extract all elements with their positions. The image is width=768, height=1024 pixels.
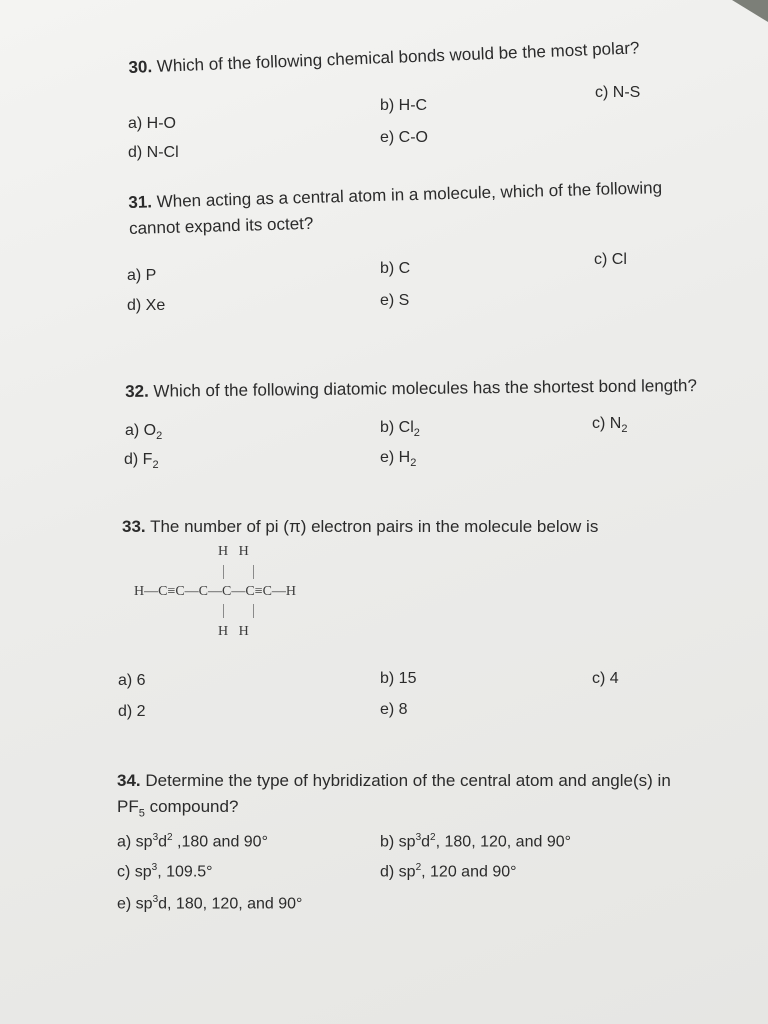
q34-option-c-end: , 109.5°	[157, 863, 213, 881]
q34-option-c-sup: 3	[151, 862, 158, 873]
q31-option-d[interactable]: d) Xe	[127, 297, 166, 314]
background-corner	[732, 0, 768, 22]
q34-option-a[interactable]	[117, 832, 268, 851]
q32-option-e-subscript: 2	[410, 457, 417, 470]
question-31-line1: When acting as a central atom in a molecule, which of the following	[156, 178, 663, 212]
question-30	[128, 35, 640, 81]
q30-option-b[interactable]: b) H-C	[380, 97, 428, 114]
q30-option-c[interactable]: c) N-S	[595, 84, 641, 101]
q32-option-a-subscript: 2	[156, 430, 163, 443]
structure-chain: H—C≡C—C—C—C≡C—H	[134, 584, 297, 599]
q34-option-b-text: b) sp	[380, 833, 416, 851]
q34-option-d-text: d) sp	[380, 863, 416, 881]
question-34-line2	[117, 797, 239, 820]
q34-option-e-sup: 3	[152, 894, 159, 905]
q32-option-c[interactable]	[592, 415, 627, 435]
bond-line-top-1	[223, 565, 224, 579]
structure-bottom-hydrogens: H H	[218, 624, 249, 639]
q34-option-b-mid: d	[421, 833, 431, 851]
q31-option-c[interactable]: c) Cl	[594, 251, 627, 268]
q34-option-b-sup2: 2	[430, 832, 436, 843]
q32-option-b-subscript: 2	[413, 427, 420, 440]
q34-option-d-sup: 2	[415, 862, 422, 873]
question-33-number: 33.	[122, 517, 146, 536]
q30-option-d[interactable]: d) N-Cl	[128, 144, 179, 161]
q32-option-a-text: a) O	[125, 422, 157, 439]
q32-option-e-text: e) H	[380, 449, 411, 466]
question-34-line2-text: PF	[117, 797, 139, 816]
q33-option-e[interactable]: e) 8	[380, 701, 408, 718]
q31-option-b[interactable]: b) C	[380, 260, 411, 277]
q34-option-a-end: ,180 and 90°	[172, 833, 268, 851]
question-34-subscript: 5	[138, 807, 145, 820]
question-34-line1: Determine the type of hybridization of the central atom and angle(s) in	[145, 771, 671, 790]
q33-option-d[interactable]: d) 2	[118, 703, 146, 720]
question-32-number: 32.	[125, 381, 149, 401]
question-33	[122, 514, 598, 540]
q34-option-c[interactable]	[117, 862, 213, 881]
q32-option-c-subscript: 2	[621, 423, 628, 436]
question-33-text: The number of pi (π) electron pairs in the molecule below is	[150, 517, 599, 536]
q33-option-c[interactable]: c) 4	[592, 670, 619, 687]
q34-option-b-sup1: 3	[415, 832, 422, 843]
question-34-number: 34.	[117, 771, 141, 790]
q34-option-b[interactable]	[380, 832, 571, 851]
q34-option-a-mid: d	[158, 833, 168, 851]
q30-option-a[interactable]: a) H-O	[128, 115, 176, 132]
question-31	[128, 175, 663, 242]
q32-option-d-subscript: 2	[152, 459, 159, 472]
q34-option-e-end: d, 180, 120, and 90°	[158, 895, 303, 913]
q34-option-b-end: , 180, 120, and 90°	[435, 833, 572, 851]
q34-option-d-end: , 120 and 90°	[421, 863, 517, 881]
question-30-text: Which of the following chemical bonds would be the most polar?	[156, 38, 640, 76]
question-31-line2: cannot expand its octet?	[128, 213, 314, 238]
q33-option-a[interactable]: a) 6	[118, 672, 146, 689]
q34-option-e-text: e) sp	[117, 895, 153, 913]
q34-option-c-text: c) sp	[117, 863, 152, 881]
question-31-number: 31.	[128, 192, 153, 212]
q32-option-d[interactable]	[124, 451, 159, 471]
question-34	[117, 768, 671, 826]
structure-top-hydrogens: H H	[218, 544, 249, 559]
q34-option-e[interactable]	[117, 894, 302, 913]
question-32-text: Which of the following diatomic molecules has the shortest bond length?	[153, 376, 697, 401]
q30-option-e[interactable]: e) C-O	[380, 129, 428, 146]
bond-line-bottom-2	[253, 604, 254, 618]
q32-option-a[interactable]	[125, 422, 162, 442]
q32-option-e[interactable]	[380, 449, 416, 469]
q31-option-e[interactable]: e) S	[380, 292, 410, 309]
q31-option-a[interactable]: a) P	[127, 267, 157, 284]
q34-option-a-sup1: 3	[152, 832, 159, 843]
bond-line-top-2	[253, 565, 254, 579]
q34-option-a-sup2: 2	[167, 832, 173, 843]
question-34-line2-end: compound?	[144, 797, 239, 816]
q32-option-b[interactable]	[380, 419, 420, 439]
q32-option-d-text: d) F	[124, 451, 153, 468]
q33-option-b[interactable]: b) 15	[380, 670, 417, 687]
question-30-number: 30.	[128, 57, 153, 77]
q34-option-d[interactable]	[380, 862, 517, 881]
bond-line-bottom-1	[223, 604, 224, 618]
q32-option-b-text: b) Cl	[380, 419, 414, 436]
q32-option-c-text: c) N	[592, 415, 622, 432]
question-32	[125, 373, 697, 405]
q34-option-a-text: a) sp	[117, 833, 153, 851]
